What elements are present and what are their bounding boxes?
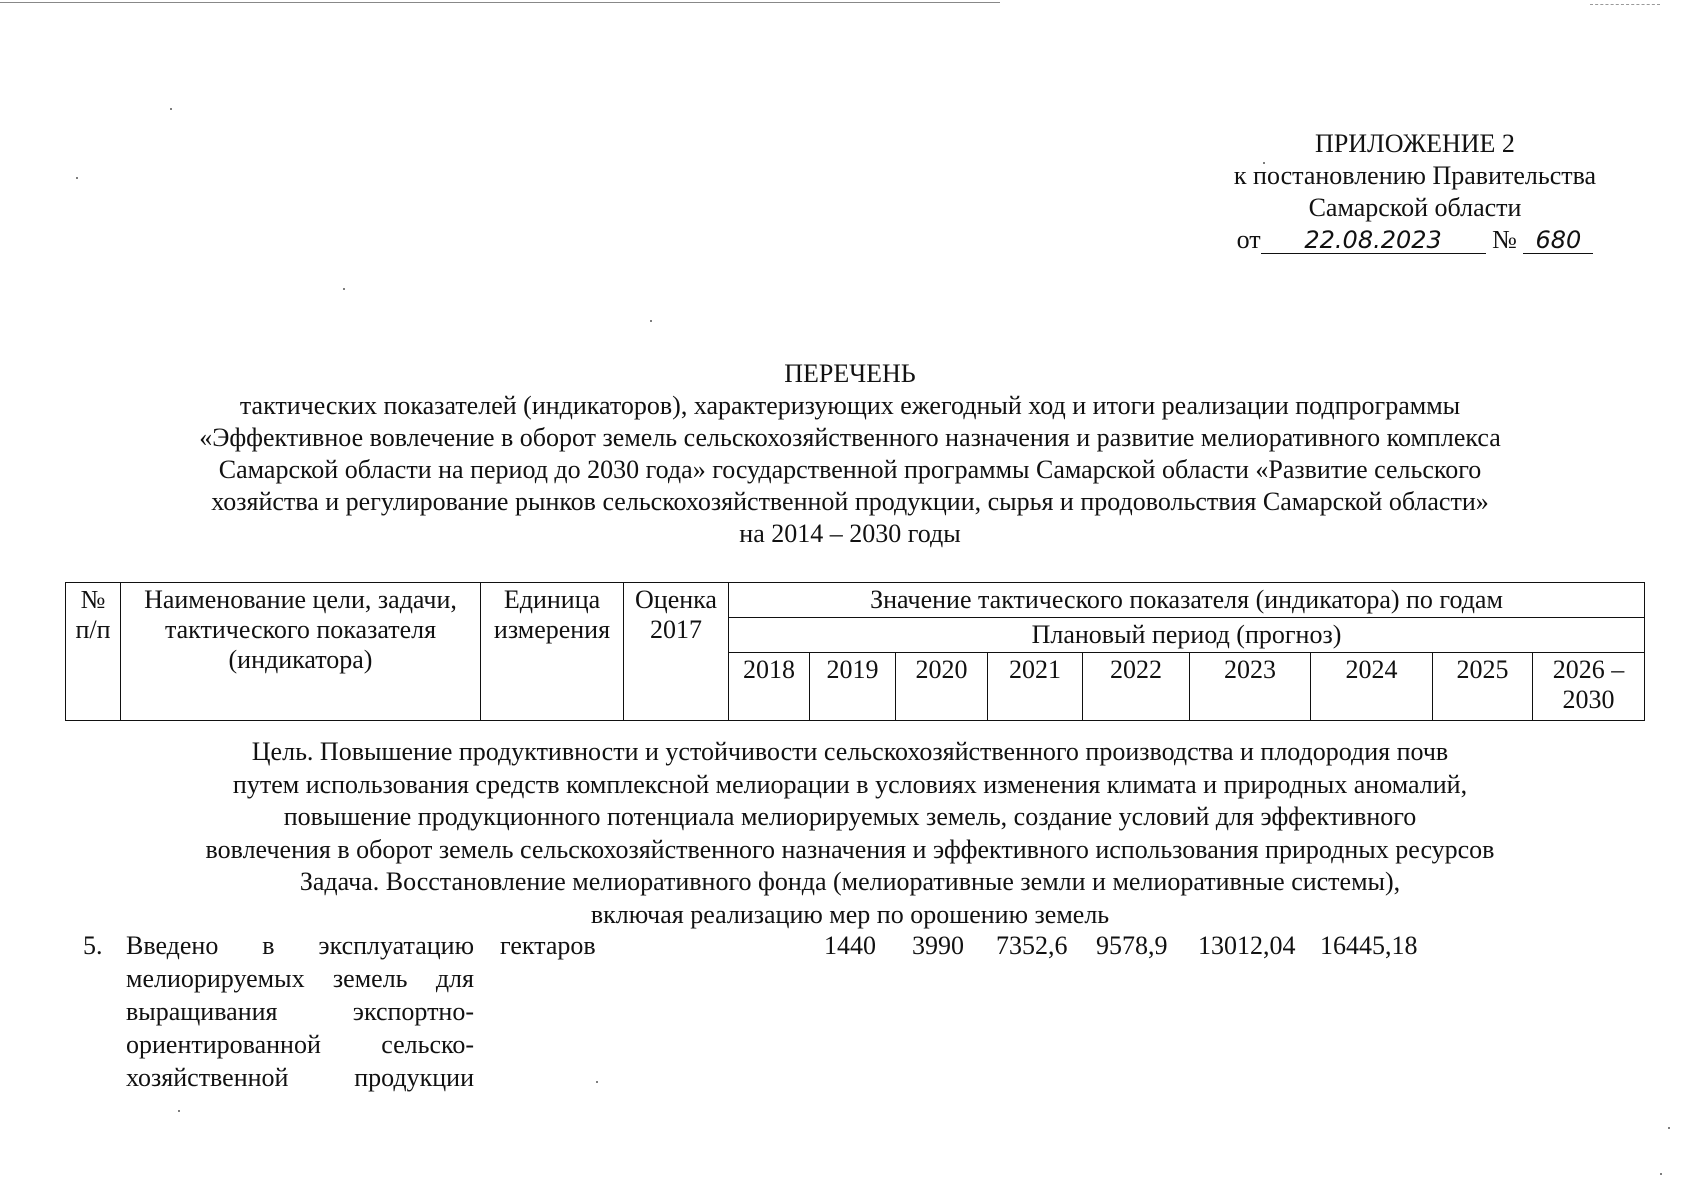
document-title [60, 358, 1640, 550]
estimate-label: Оценка [635, 585, 717, 614]
col-header-year: 2019 [810, 653, 896, 721]
goal-line: вовлечения в оборот земель сельскохозяйственного назначения и эффективного использования природных ресурсов [205, 834, 1495, 864]
scan-edge-line [1590, 4, 1660, 5]
title-line: Самарской области на период до 2030 года» государственной программы Самарской области «Развитие сельского [218, 455, 1482, 484]
col-header-unit: Единица измерения [481, 583, 624, 721]
date-prefix: от [1236, 225, 1261, 254]
scan-speck [343, 288, 345, 290]
indicators-table-header [65, 582, 1645, 721]
task-line: Задача. Восстановление мелиоративного фонда (мелиоративные земли и мелиоративные системы), [299, 867, 1401, 896]
col-header-year: 2024 [1311, 653, 1433, 721]
row-value-2021: 3990 [912, 931, 964, 960]
scan-speck [178, 1110, 180, 1112]
appendix-line-region: Самарской области [1308, 193, 1522, 222]
number-prefix: № [1492, 225, 1517, 254]
scan-speck [596, 1081, 598, 1083]
col-header-estimate [624, 583, 729, 721]
row-value-2024: 13012,04 [1198, 931, 1296, 960]
handwritten-number: 680 [1523, 227, 1593, 254]
indicator-name-line: мелиорируемых земель для [126, 964, 474, 993]
col-header-name: Наименование цели, задачи, тактического показателя (индикатора) [121, 583, 481, 721]
handwritten-date: 22.08.2023 [1261, 227, 1486, 254]
title-line: на 2014 – 2030 годы [739, 519, 961, 548]
col-header-year: 2023 [1190, 653, 1311, 721]
col-header-year: 2022 [1083, 653, 1190, 721]
title-line: «Эффективное вовлечение в оборот земель сельскохозяйственного назначения и развитие мелиоративного комплекса [199, 423, 1501, 452]
row-value-2025: 16445,18 [1320, 931, 1418, 960]
goal-and-task-block [60, 736, 1640, 931]
col-header-values-group: Значение тактического показателя (индикатора) по годам [729, 583, 1645, 618]
scan-speck [650, 320, 652, 322]
indicator-name-line: выращивания экспортно- [126, 997, 474, 1026]
title-heading: ПЕРЕЧЕНЬ [784, 359, 916, 388]
scan-speck [1660, 1173, 1662, 1175]
scan-edge-line [0, 2, 1000, 3]
appendix-date-line [1200, 224, 1630, 256]
goal-line: Цель. Повышение продуктивности и устойчивости сельскохозяйственного производства и плодородия почв [251, 737, 1449, 766]
appendix-block [1200, 128, 1630, 256]
scan-speck [1668, 1127, 1670, 1129]
row-value-2020: 1440 [824, 931, 876, 960]
col-header-year: 2026 – 2030 [1533, 653, 1645, 721]
estimate-year: 2017 [650, 615, 702, 644]
title-line: тактических показателей (индикаторов), характеризующих ежегодный ход и итоги реализации подпрограммы [239, 391, 1461, 420]
appendix-title: ПРИЛОЖЕНИЕ 2 [1315, 129, 1515, 158]
row-number: 5. [83, 931, 103, 960]
indicator-name-line: ориентированной сельско- [126, 1030, 474, 1059]
col-header-year: 2020 [896, 653, 988, 721]
scan-speck [76, 177, 78, 179]
row-value-2022: 7352,6 [996, 931, 1068, 960]
col-header-year: 2021 [988, 653, 1083, 721]
goal-line: повышение продукционного потенциала мелиорируемых земель, создание условий для эффективного [283, 802, 1417, 831]
title-line: хозяйства и регулирование рынков сельскохозяйственной продукции, сырья и продовольствия Самарской области» [211, 487, 1489, 516]
col-header-year: 2018 [729, 653, 810, 721]
indicator-name-line: хозяйственной продукции [126, 1063, 474, 1092]
row-indicator-name [126, 929, 474, 1094]
appendix-line-decree: к постановлению Правительства [1233, 161, 1597, 190]
goal-line: путем использования средств комплексной мелиорации в условиях изменения климата и природных аномалий, [232, 769, 1468, 799]
scan-speck [170, 108, 172, 110]
col-header-year: 2025 [1433, 653, 1533, 721]
task-line: включая реализацию мер по орошению земель [590, 899, 1110, 929]
row-value-2023: 9578,9 [1096, 931, 1168, 960]
col-header-number: № п/п [66, 583, 121, 721]
col-header-plan-period: Плановый период (прогноз) [729, 618, 1645, 653]
row-unit: гектаров [500, 931, 596, 960]
indicator-name-line: Введено в эксплуатацию [126, 931, 474, 960]
